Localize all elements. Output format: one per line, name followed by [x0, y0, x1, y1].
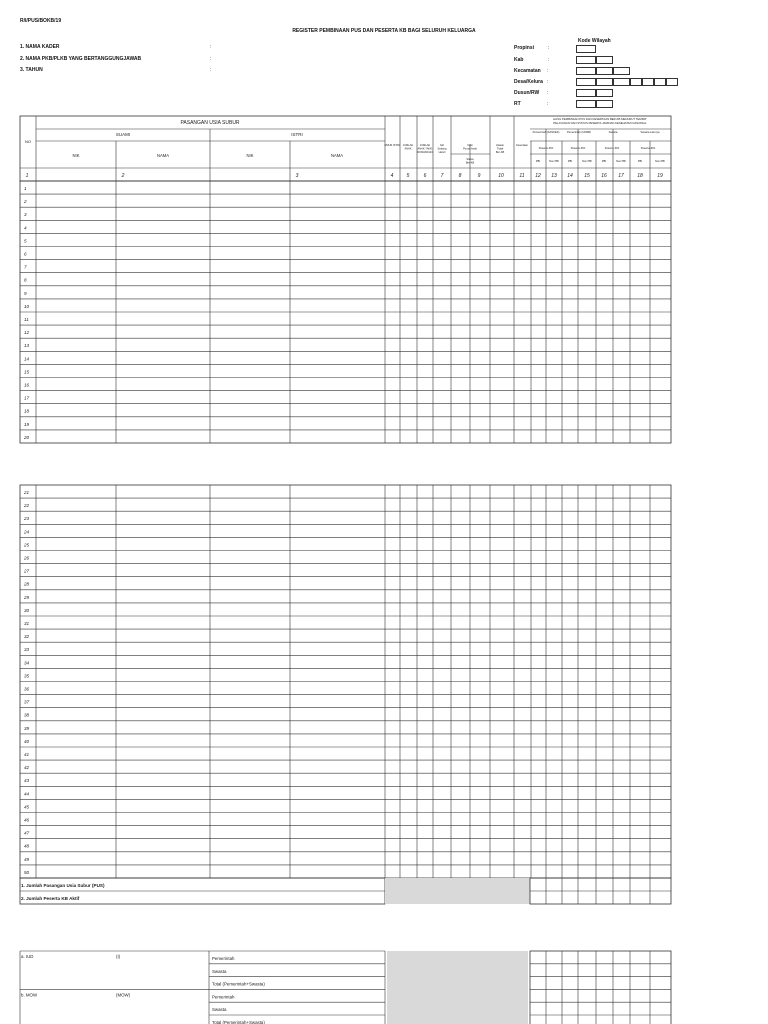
part2-row-number-27: 27 [24, 568, 30, 574]
header-peserta-0-line-0: Peserta JKN [538, 147, 554, 150]
header-suami-nama: NAMA [156, 153, 170, 158]
header-sub-7: Non PBI [655, 160, 665, 163]
col-number-4: 4 [390, 173, 394, 179]
meta-nama-kader-label: 1. NAMA KADER [20, 44, 60, 50]
region-kecamatan-colon: : [547, 68, 549, 74]
part1-row-number-3: 3 [24, 212, 27, 218]
part2-row-number-29: 29 [24, 594, 30, 600]
header-small-0-line-0: UMUR ISTRI [384, 144, 400, 147]
part2-row-number-32: 32 [24, 634, 30, 640]
col-number-18: 18 [637, 173, 643, 179]
methods-row-label-5: Total (Pemerintah+Swasta) [212, 1020, 265, 1024]
header-small-3-line-0: Istri [439, 144, 445, 147]
header-sub-0: PBI [535, 160, 541, 163]
header-suami: SUAMI [115, 132, 131, 137]
part2-row-number-22: 22 [24, 503, 30, 509]
part2-row-number-31: 31 [24, 621, 30, 626]
header-peserta-6-line-0: Peserta JKN [640, 147, 656, 150]
kode-wilayah-title: Kode Wilayah [578, 38, 611, 44]
methods-shaded-block [387, 951, 528, 1024]
part1-row-number-9: 9 [24, 290, 27, 296]
header-small-2-line-2: DIINGINKAN [417, 151, 433, 155]
part1-row-number-6: 6 [24, 251, 27, 257]
part2-row-number-36: 36 [24, 686, 30, 692]
meta-nama-pkb-colon: : [210, 56, 212, 62]
header-small-5-line-1: Tidak [496, 147, 504, 151]
methods-row-label-4: Swasta [212, 1007, 227, 1013]
col-number-10: 10 [498, 173, 504, 179]
part2-row-number-47: 47 [24, 830, 30, 836]
col-number-14: 14 [567, 173, 573, 179]
region-kab-colon: : [548, 57, 550, 63]
header-small-3-line-2: Hamil [438, 151, 446, 155]
part1-row-number-12: 12 [24, 330, 30, 336]
header-status-kb-line-1: Ber-KB [465, 161, 475, 165]
part2-row-number-37: 37 [24, 699, 30, 705]
methods-row-label-1: Swasta [212, 968, 227, 974]
region-desa-colon: : [547, 79, 549, 85]
part2-row-number-28: 28 [24, 581, 30, 587]
region-desa-label: Desa/Kelura [514, 79, 543, 85]
header-kesertaan-line-0: HASIL PEMBINAAN PUS DAN KESERTAAN BER-KB MENURUT TEMPAT [553, 117, 647, 121]
header-status-kb-line-0: Status [466, 158, 474, 161]
part2-row-number-21: 21 [24, 490, 30, 495]
methods-label-1: b. MOW [21, 992, 38, 998]
part2-row-number-49: 49 [24, 856, 30, 862]
header-small-6-line-0: Kesertaan [516, 144, 528, 147]
methods-row-label-3: Pemerintah [212, 994, 235, 1000]
methods-row-label-2: Total (Pemerintah+Swasta) [212, 981, 265, 987]
part2-row-number-41: 41 [24, 752, 30, 757]
part1-row-number-20: 20 [24, 434, 30, 440]
header-istri: ISTRI [291, 132, 303, 137]
col-number-2: 2 [121, 173, 125, 179]
part1-row-number-8: 8 [24, 277, 27, 283]
header-istri-nama: NAMA [330, 153, 344, 158]
header-sub-2: PBI [567, 160, 573, 163]
part1-row-number-4: 4 [24, 225, 27, 231]
col-number-12: 12 [535, 173, 541, 179]
region-rt-label: RT [514, 101, 521, 107]
region-rt-colon: : [547, 101, 549, 107]
col-number-8: 8 [458, 173, 462, 179]
col-number-13: 13 [551, 173, 557, 179]
col-number-11: 11 [519, 173, 525, 179]
col-number-17: 17 [618, 173, 624, 179]
summary-shaded-block [385, 878, 530, 904]
part2-row-number-39: 39 [24, 725, 30, 731]
header-tempat-2-line-0: Swasta [608, 131, 618, 134]
part2-row-number-44: 44 [24, 791, 30, 797]
header-peserta-4-line-0: Peserta JKN [604, 147, 620, 150]
part2-row-number-38: 38 [24, 712, 30, 718]
part1-row-number-14: 14 [24, 356, 30, 362]
part2-row-number-35: 35 [24, 673, 30, 679]
col-number-19: 19 [657, 173, 663, 179]
col-number-5: 5 [406, 173, 410, 179]
region-dusun-label: Dusun/RW [514, 90, 540, 96]
part2-row-number-43: 43 [24, 778, 30, 784]
part2-row-number-46: 46 [24, 817, 30, 823]
header-small-3-line-1: Sedang [437, 147, 447, 151]
part1-row-number-15: 15 [24, 369, 30, 375]
part1-row-number-19: 19 [24, 421, 30, 427]
header-small-4-line-0: Ingin [467, 144, 473, 147]
part2-row-number-40: 40 [24, 738, 30, 744]
part1-row-number-16: 16 [24, 382, 30, 388]
methods-row-label-0: Pemerintah [212, 956, 235, 961]
col-number-1: 1 [25, 173, 29, 179]
header-kesertaan-line-1: PELAYANAN DAN STATUS PESERTA JAMINAN KESEHATAN NASIONAL [553, 120, 647, 125]
form-code: R/I/PUS/BOKB/19 [20, 18, 62, 24]
part1-row-number-1: 1 [24, 186, 27, 191]
part2-row-number-33: 33 [24, 647, 30, 653]
part2-row-number-23: 23 [24, 516, 30, 522]
form-title: REGISTER PEMBINAAN PUS DAN PESERTA KB BAGI SELURUH KELUARGA [292, 28, 476, 34]
part1-row-number-5: 5 [24, 238, 27, 244]
part1-row-number-11: 11 [24, 317, 29, 322]
part1-row-number-13: 13 [24, 343, 30, 349]
header-small-1-line-1: ANAK [404, 147, 412, 151]
header-sub-6: PBI [637, 160, 643, 163]
header-no: NO [25, 139, 31, 144]
region-dusun-colon: : [547, 90, 549, 96]
header-peserta-2-line-0: Peserta JKN [570, 147, 586, 150]
header-small-4-line-1: Punya Anak [463, 147, 477, 151]
meta-nama-pkb-label: 2. NAMA PKB/PLKB YANG BERTANGGUNGJAWAB [20, 56, 142, 62]
part2-row-number-26: 26 [24, 555, 30, 561]
header-small-5-line-0: Alasan [496, 144, 504, 147]
header-sub-1: Non PBI [549, 160, 559, 163]
header-small-5-line-2: Ber-KB [495, 151, 505, 155]
part2-row-number-48: 48 [24, 843, 30, 849]
part2-row-number-24: 24 [24, 529, 30, 535]
header-istri-nik: NIK [246, 153, 254, 158]
col-number-16: 16 [601, 173, 607, 179]
part2-row-number-42: 42 [24, 765, 30, 771]
part1-row-number-17: 17 [24, 395, 30, 401]
header-tempat-3-line-0: Swasta Lainnya [640, 131, 660, 134]
header-suami-nik: NIK [72, 153, 80, 158]
part1-row-number-2: 2 [24, 199, 27, 205]
meta-tahun-label: 3. TAHUN [20, 67, 43, 73]
part2-row-number-34: 34 [24, 660, 30, 666]
region-propinsi-colon: : [548, 45, 550, 51]
summary-pus-label: 1. Jumlah Pasangan Usia Subur (PUS) [21, 883, 105, 888]
col-number-6: 6 [423, 173, 427, 179]
col-number-15: 15 [584, 173, 590, 179]
methods-abbr-0: (I) [116, 954, 121, 959]
part1-row-number-10: 10 [24, 303, 30, 309]
part2-row-number-25: 25 [24, 542, 30, 548]
part2-row-number-45: 45 [24, 804, 30, 810]
part2-row-number-30: 30 [24, 607, 30, 613]
region-propinsi-label: Propinsi [514, 45, 535, 51]
part1-row-number-7: 7 [24, 264, 27, 270]
part2-row-number-50: 50 [24, 869, 30, 875]
meta-tahun-colon: : [210, 67, 212, 73]
header-small-2-line-1: ANAK YANG [417, 147, 433, 151]
header-sub-3: Non PBI [582, 160, 592, 163]
summary-kb-aktif-label: 2. Jumlah Peserta KB Aktif [21, 896, 80, 901]
col-number-9: 9 [477, 173, 481, 179]
region-kecamatan-label: Kecamatan [514, 68, 541, 74]
header-sub-4: PBI [601, 160, 607, 163]
part1-row-number-18: 18 [24, 408, 30, 414]
col-number-7: 7 [440, 173, 444, 179]
header-pus: PASANGAN USIA SUBUR [180, 120, 240, 126]
methods-label-0: a. IUD [21, 954, 34, 959]
header-small-2-line-0: JUMLAH [419, 144, 431, 147]
meta-nama-kader-colon: : [210, 44, 212, 50]
header-sub-5: Non PBI [616, 160, 626, 163]
methods-abbr-1: (MOW) [116, 992, 131, 998]
header-small-1-line-0: JUMLAH [402, 144, 414, 147]
col-number-3: 3 [295, 173, 299, 179]
header-tempat-0-line-0: Pemerintah (FASKES) [532, 131, 560, 134]
region-kab-label: Kab [514, 57, 524, 63]
header-tempat-1-line-0: Pemerintah (UKBM) [566, 131, 592, 134]
